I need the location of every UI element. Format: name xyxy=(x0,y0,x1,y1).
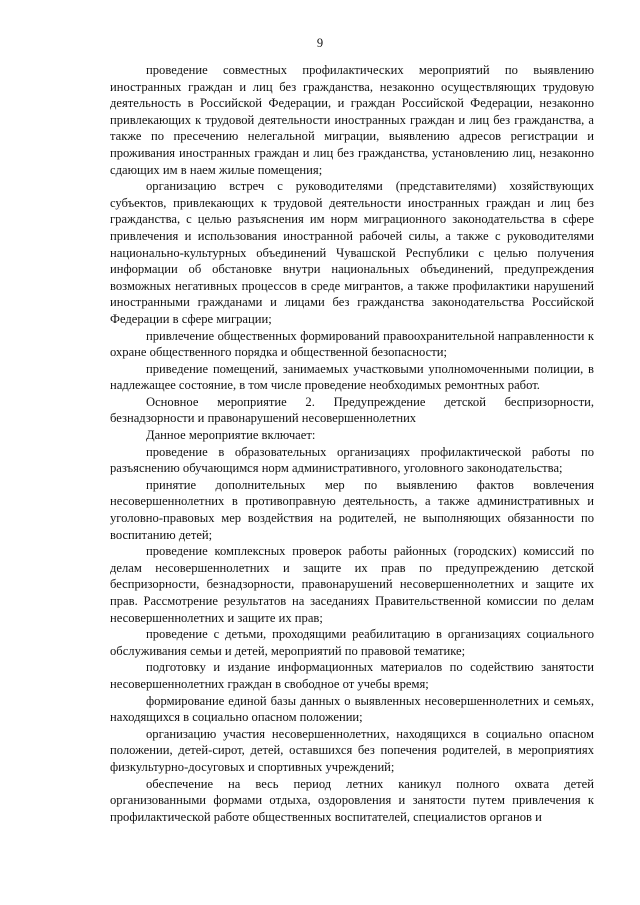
paragraph: проведение в образовательных организациях профилактической работы по разъяснению обучающимся норм административного, уголовного законодательства; xyxy=(110,444,594,476)
paragraph: принятие дополнительных мер по выявлению фактов вовлечения несовершеннолетних в противоправную деятельность, а также административных и уголовно-правовых мер воздействия на родителей, не выполняющих обязанности по воспитанию детей; xyxy=(110,477,594,542)
page-number: 9 xyxy=(316,36,324,50)
paragraph: привлечение общественных формирований правоохранительной направленности к охране общественного порядка и общественной безопасности; xyxy=(110,328,594,360)
paragraph: обеспечение на весь период летних каникул полного охвата детей организованными формами отдыха, оздоровления и занятости путем привлечения к профилактической работе общественных воспитателей, специалистов органов и xyxy=(110,776,594,824)
paragraph: подготовку и издание информационных материалов по содействию занятости несовершеннолетних граждан в свободное от учебы время; xyxy=(110,660,594,691)
paragraph: приведение помещений, занимаемых участковыми уполномоченными полиции, в надлежащее состояние, в том числе проведение необходимых ремонтных работ. xyxy=(110,361,594,393)
paragraph: формирование единой базы данных о выявленных несовершеннолетних и семьях, находящихся в социально опасном положении; xyxy=(110,693,594,725)
paragraph: проведение комплексных проверок работы районных (городских) комиссий по делам несовершеннолетних и защите их прав по предупреждению детской беспризорности, безнадзорности, правонарушений несовершеннолетних и защите их прав. Рассмотрение результатов на заседаниях Правительственной комиссии по делам несовершеннолетних и защите их прав; xyxy=(110,544,594,625)
section-heading: Основное мероприятие 2. Предупреждение детской беспризорности, безнадзорности и правонарушений несовершеннолетних xyxy=(110,394,594,426)
body-text xyxy=(110,62,594,825)
paragraph: проведение совместных профилактических мероприятий по выявлению иностранных граждан и лиц без гражданства, незаконно осуществляющих трудовую деятельность в Российской Федерации, и граждан Российской Федерации, незаконно привлекающих к трудовой деятельности иностранных граждан и лиц без гражданства, а также по пресечению нелегальной миграции, выявлению адресов регистрации и проживания иностранных граждан и лиц без гражданства, установлению лиц, незаконно сдающих им в наем жилые помещения; xyxy=(110,63,594,177)
paragraph: проведение с детьми, проходящими реабилитацию в организациях социального обслуживания семьи и детей, мероприятий по правовой тематике; xyxy=(110,627,594,658)
paragraph: организацию встреч с руководителями (представителями) хозяйствующих субъектов, привлекающих к трудовой деятельности иностранных граждан и лиц без гражданства, с целью разъяснения им норм миграционного законодательства в сфере привлечения и использования иностранной рабочей силы, а также с руководителями национально-культурных объединений Чувашской Республики с целью получения информации об обстановке внутри национальных объединений, предупреждения возможных негативных процессов в среде мигрантов, а также профилактики нарушений иностранными гражданами и лицами без гражданства законодательства Российской Федерации в сфере миграции; xyxy=(110,179,594,326)
paragraph: Данное мероприятие включает: xyxy=(146,428,316,443)
paragraph: организацию участия несовершеннолетних, находящихся в социально опасном положении, детей-сирот, детей, оставшихся без попечения родителей, в мероприятиях физкультурно-досуговых и спортивных учреждений; xyxy=(110,726,594,774)
